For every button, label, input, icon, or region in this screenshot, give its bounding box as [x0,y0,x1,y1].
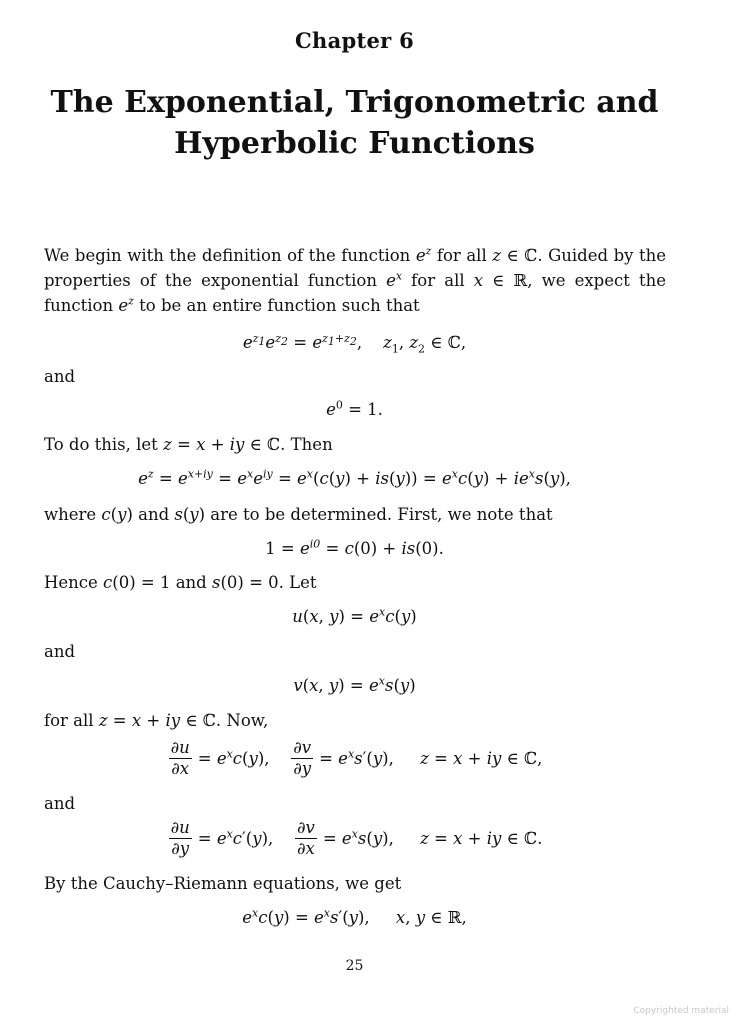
equation-4: $1 = e^{i0} = c(0) + is(0)$. [265,537,444,558]
paragraph-and-3: and [44,794,76,813]
equation-2: $e^0 = 1$. [326,398,383,419]
equation-6: v(x, $y) = e^xs(y)$ [293,674,416,695]
equation-3: $e^z = e^{x+iy} = e^xe^{iy} = e^x(c(y) + is(y)) = e^xc(y) + ie^xs(y)$, [138,467,571,488]
paragraph-and-2: and [44,642,76,661]
paragraph-to-do-this: To do this, let z = x + iy ∈ ℂ. Then [44,435,333,454]
paragraph-where: where c(y) and s(y) are to be determined. First, we note that [44,505,553,524]
chapter-label: Chapter 6 [294,28,415,53]
paragraph-and-1: and [44,367,76,386]
paragraph-for-all: for all z = x + iy ∈ ℂ. Now, [44,711,269,730]
paragraph-intro: We begin with the definition of the function $e^z$ for all z ∈ ℂ. Guided by the properties of the exponential function $e^x$ for all x ∈ ℝ, we expect the function $e^z$ to be an entire function such that [44,244,667,315]
page-number: 25 [345,958,364,974]
chapter-title-line-1: The Exponential, Trigonometric and [50,85,659,120]
chapter-title [0,82,709,164]
equation-8: $\frac{\partial u}{\partial y}$ = $e^xc'(y)$, $\frac{\partial v}{\partial x}$ = $e^xs(y)$, z = x + iy ∈ ℂ. [170,818,543,858]
equation-5: u(x, $y) = e^xc(y)$ [292,605,417,626]
equation-1: $e^{z_1}e^{z_2} = e^{z_1+z_2}$, $z_1$, $z_2$ ∈ ℂ, [242,331,467,356]
chapter-title-line-2: Hyperbolic Functions [174,126,535,161]
equation-9: $e^xc(y) = e^xs'(y)$, x, y ∈ ℝ, [242,906,467,927]
paragraph-cauchy-riemann: By the Cauchy–Riemann equations, we get [44,874,402,893]
paragraph-hence: Hence c(0) = 1 and s(0) = 0. Let [44,573,317,592]
equation-7: $\frac{\partial u}{\partial x}$ = $e^xc(y)$, $\frac{\partial v}{\partial y}$ = $e^xs'(y)$, z = x + iy ∈ ℂ, [170,738,543,778]
copyright-watermark: Copyrighted material [633,1006,729,1016]
